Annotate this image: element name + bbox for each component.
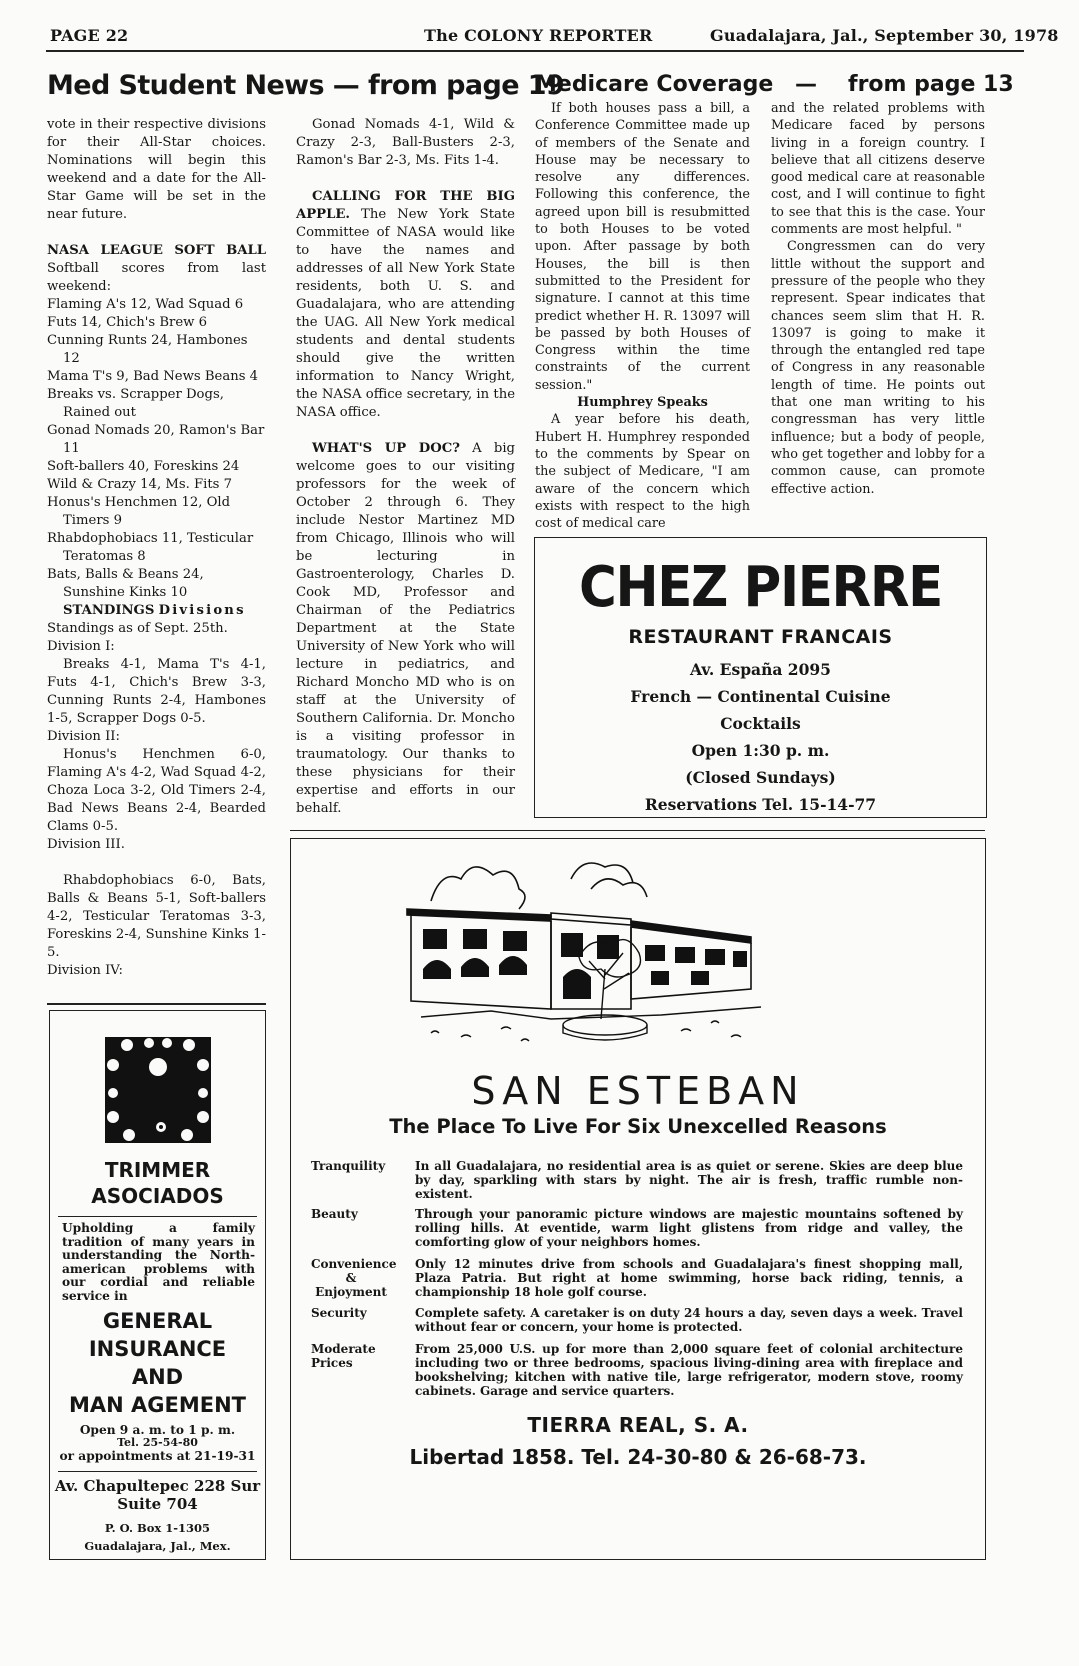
medicare-headline: Medicare Coverage xyxy=(535,72,774,97)
chez-pierre-subtitle: RESTAURANT FRANCAIS xyxy=(628,626,893,648)
league-paragraph xyxy=(47,242,266,296)
reason-label: Beauty xyxy=(311,1207,358,1221)
ad-top-rule xyxy=(290,830,985,831)
score-line: Cunning Runts 24, Hambones 12 xyxy=(47,333,248,366)
trimmer-address: Av. Chapultepec 228 Sur xyxy=(54,1477,261,1495)
whats-up-doc-text: A big welcome goes to our visiting professors for the week of October 2 through 6. They include Nestor Martinez MD from Chicago, Illinois who will be lecturing in Gastroenterology, Charles D. Cook MD, Professor and Chairman of the Pediatrics Department at the State University of New York who will lecture in pediatrics, and Richard Moncho MD who is on staff at the University of Southern California. Dr. Moncho is a visiting professor in traumatology. Our thanks to these physicians for their expertise and efforts in our behalf. xyxy=(296,441,515,816)
chez-pierre-address: Av. España 2095 xyxy=(690,660,831,679)
reason-label: Tranquility xyxy=(311,1159,386,1173)
reason-text: Only 12 minutes drive from schools and Guadalajara's finest shopping mall, Plaza Patria. But right at home swimming, horse back riding, tennis, a championship 18 hole golf course. xyxy=(415,1257,963,1299)
chez-pierre-closed: (Closed Sundays) xyxy=(685,768,836,787)
trimmer-name-1: TRIMMER xyxy=(104,1158,211,1182)
trimmer-suite: Suite 704 xyxy=(117,1495,198,1513)
standings-date: Standings as of Sept. 25th. xyxy=(47,621,228,636)
trimmer-name-2: ASOCIADOS xyxy=(91,1184,224,1208)
big-apple-text: The New York State Committee of NASA would like to have the names and addresses of all New York State residents, both U. S. and Guadalajara, who are attending the UAG. All New York medical students and dental students should give the written information to Nancy Wright, the NASA office secretary, in the NASA office. xyxy=(296,207,515,420)
medicare-paragraph-3: and the related problems with Medicare faced by persons living in a foreign country. I believe that all citizens deserve good medical care at reasonable cost, and I will continue to fight to see that this is the case. Your comments are most helpful. " xyxy=(771,101,985,238)
medicare-paragraph-4: Congressmen can do very little without the support and pressure of the people who they represent. Spear indicates that chances seem slim that H. R. 13097 is going to make it through the entangled red tape of Congress in any reasonable length of time. He points out that one man writing to his congressman has very little influence; but a body of people, who get together and lobby for a common cause, can promote effective action. xyxy=(771,239,985,497)
headline-dash: — xyxy=(795,72,817,97)
service-general: GENERAL xyxy=(102,1309,213,1333)
header-rule xyxy=(46,50,1024,52)
reason-text: From 25,000 U.S. up for more than 2,000 square feet of colonial architecture including two or three bedrooms, spacious living-dining area with fireplace and bookshelving; kitchen with native tile, large refrigerator, modern stove, roomy cabinets. Garage and service quarters. xyxy=(415,1342,963,1398)
score-line: Futs 14, Chich's Brew 6 xyxy=(47,315,208,330)
score-line: Mama T's 9, Bad News Beans 4 xyxy=(47,369,259,384)
column-end-rule xyxy=(47,1003,266,1005)
chez-pierre-ad xyxy=(534,537,987,818)
service-insurance: INSURANCE xyxy=(88,1337,227,1361)
company-name: TIERRA REAL, S. A. xyxy=(527,1413,749,1437)
division-3-standings: Rhabdophobiacs 6-0, Bats, Balls & Beans 5-1, Soft-ballers 4-2, Testicular Teratomas 3-3, Foreskins 2-4, Sunshine Kinks 1-5. xyxy=(47,873,266,960)
humphrey-subhead: Humphrey Speaks xyxy=(577,395,708,411)
score-line: Rhabdophobiacs 11, Testicular Teratomas 8 xyxy=(47,531,254,564)
building-illustration xyxy=(401,849,781,1049)
score-line: Gonad Nomads 20, Ramon's Bar 11 xyxy=(47,423,265,456)
trimmer-appointments: or appointments at 21-19-31 xyxy=(59,1449,256,1463)
medicare-column-1 xyxy=(535,100,750,532)
chez-pierre-reservations: Reservations Tel. 15-14-77 xyxy=(644,795,877,814)
whats-up-doc-lead: WHAT'S UP DOC? xyxy=(312,441,460,456)
big-apple-lead: CALLING FOR THE BIG APPLE. xyxy=(296,189,515,222)
chez-pierre-cuisine: French — Continental Cuisine xyxy=(630,687,891,706)
medicare-column-2 xyxy=(771,100,985,498)
reason-text: Through your panoramic picture windows are majestic mountains softened by rolling hills. At eventide, warm light glistens from ridge and valley, the comforting glow of your neighbors homes. xyxy=(415,1207,963,1249)
reason-label: Moderate Prices xyxy=(311,1342,376,1370)
trimmer-tel: Tel. 25-54-80 xyxy=(117,1436,198,1449)
score-line: Honus's Henchmen 12, Old Timers 9 xyxy=(47,495,231,528)
league-rest: Softball scores from last weekend: xyxy=(47,261,266,294)
trimmer-po-box: P. O. Box 1-1305 xyxy=(104,1521,211,1535)
trimmer-description: Upholding a family tradition of many years in understanding the North-american problems with our cordial and reliable service in xyxy=(62,1221,255,1303)
trimmer-ad xyxy=(49,1010,266,1560)
med-news-column-1 xyxy=(47,116,266,980)
service-and: AND xyxy=(131,1365,184,1389)
trimmer-hours: Open 9 a. m. to 1 p. m. xyxy=(79,1423,236,1437)
score-line: Wild & Crazy 14, Ms. Fits 7 xyxy=(47,477,233,492)
reason-text: Complete safety. A caretaker is on duty 24 hours a day, seven days a week. Travel without fear or concern, your home is protected. xyxy=(415,1306,963,1334)
division-1-standings: Breaks 4-1, Mama T's 4-1, Futs 4-1, Chich's Brew 3-3, Cunning Runts 2-4, Hambones 1-5, Scrapper Dogs 0-5. xyxy=(47,657,266,726)
league-lead: NASA LEAGUE SOFT BALL xyxy=(47,243,266,258)
medicare-continued: from page 13 xyxy=(848,72,1014,97)
page-number: PAGE 22 xyxy=(50,26,129,45)
standings-heading xyxy=(47,602,266,620)
chez-pierre-cocktails: Cocktails xyxy=(720,714,801,733)
division-4-label: Division IV: xyxy=(47,963,123,978)
big-apple-paragraph xyxy=(296,188,515,422)
san-esteban-ad xyxy=(290,838,986,1560)
score-line: Bats, Balls & Beans 24, Sunshine Kinks 10 xyxy=(47,567,204,600)
trimmer-divider xyxy=(58,1216,257,1217)
score-line: Soft-ballers 40, Foreskins 24 xyxy=(47,459,240,474)
medicare-paragraph-1: If both houses pass a bill, a Conference Committee made up of members of the Senate and House may be necessary to resolve any differences. Following this conference, the agreed upon bill is resubmitted to both Houses to be voted upon. After passage by both Houses, the bill is then submitted to the President for signature. I cannot at this time predict whether H. R. 13097 will be passed by both Houses of Congress within the time constraints of the current session." xyxy=(535,101,750,393)
med-news-headline: Med Student News — from page 19 xyxy=(47,70,565,101)
division-2-label: Division II: xyxy=(47,729,120,744)
standings-word: Divisions xyxy=(158,603,246,618)
reason-label: Security xyxy=(311,1306,367,1320)
chez-pierre-hours: Open 1:30 p. m. xyxy=(691,741,830,760)
company-contact: Libertad 1858. Tel. 24-30-80 & 26-68-73. xyxy=(409,1445,867,1469)
reason-text: In all Guadalajara, no residential area is as quiet or serene. Skies are deep blue by day, sparkling with stars by night. The air is fresh, traffic rumble non-existent. xyxy=(415,1159,963,1201)
score-line: Breaks vs. Scrapper Dogs, Rained out xyxy=(47,387,224,420)
san-esteban-name: SAN ESTEBAN xyxy=(471,1069,805,1113)
division-2-standings: Honus's Henchmen 6-0, Flaming A's 4-2, Wad Squad 4-2, Choza Loca 3-2, Old Timers 2-4, Bad News Beans 2-4, Bearded Clams 0-5. xyxy=(47,747,266,834)
newspaper-name: The COLONY REPORTER xyxy=(424,26,653,45)
division-3-label: Division III. xyxy=(47,837,125,852)
score-line: Flaming A's 12, Wad Squad 6 xyxy=(47,297,244,312)
division-1-label: Division I: xyxy=(47,639,115,654)
san-esteban-tagline: The Place To Live For Six Unexcelled Reasons xyxy=(389,1115,887,1138)
division-4-standings: Gonad Nomads 4-1, Wild & Crazy 2-3, Ball-Busters 2-3, Ramon's Bar 2-3, Ms. Fits 1-4. xyxy=(296,117,515,168)
dateline: Guadalajara, Jal., September 30, 1978 xyxy=(710,26,1059,45)
med-news-column-2 xyxy=(296,116,515,818)
trimmer-divider xyxy=(58,1471,257,1472)
chez-pierre-name: CHEZ PIERRE xyxy=(579,555,942,620)
reason-label: Convenience & Enjoyment xyxy=(311,1257,397,1299)
med-news-intro: vote in their respective divisions for their All-Star choices. Nominations will begin this weekend and a date for the All-Star Game will be set in the near future. xyxy=(47,117,266,222)
service-management: MAN AGEMENT xyxy=(68,1393,246,1417)
gear-logo-icon xyxy=(105,1037,211,1143)
standings-lead: STANDINGS xyxy=(63,603,155,618)
whats-up-doc-paragraph xyxy=(296,440,515,818)
trimmer-city: Guadalajara, Jal., Mex. xyxy=(84,1539,231,1553)
medicare-paragraph-2: A year before his death, Hubert H. Humphrey responded to the comments by Spear on the subject of Medicare, "I am aware of the concern which exists with respect to the high cost of medical care xyxy=(535,412,750,532)
